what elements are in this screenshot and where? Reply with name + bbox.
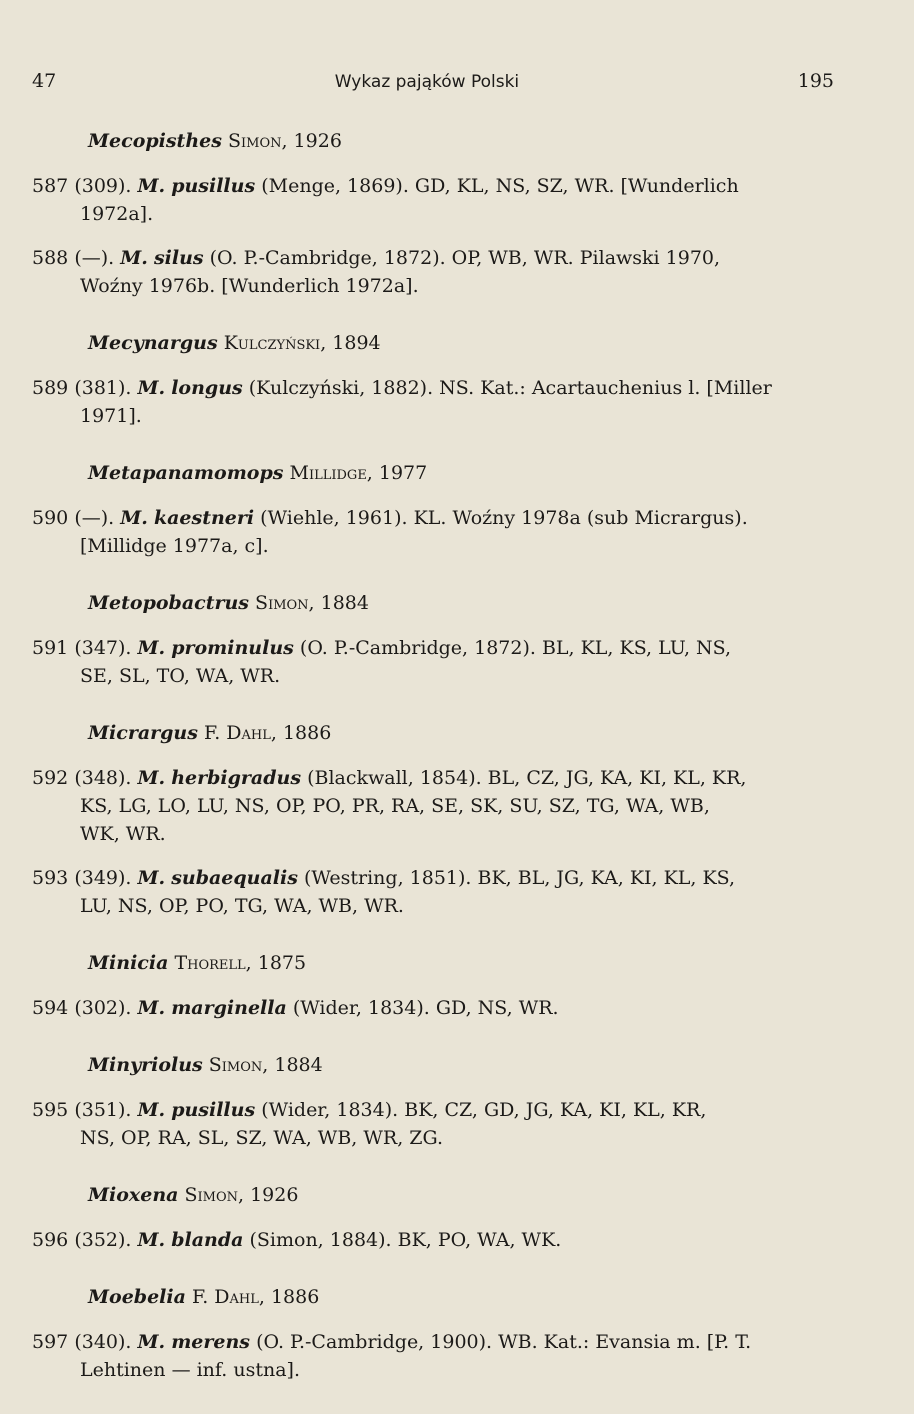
genus-abbr: M. <box>137 1099 166 1121</box>
entry-continuation: WK, WR. <box>80 823 166 845</box>
entry-ref: (309). <box>74 175 132 197</box>
entry-continuation: 1972a]. <box>80 203 154 225</box>
entry-first-line <box>32 172 842 200</box>
genus-heading <box>88 128 842 154</box>
species-list <box>32 128 842 1414</box>
entry-ref: (302). <box>74 997 132 1019</box>
entry-first-line <box>32 504 842 532</box>
genus-author: Thorell, 1875 <box>174 952 307 974</box>
species-name: silus <box>153 247 204 269</box>
right-page-number: 195 <box>797 70 834 92</box>
section-gap <box>32 1038 842 1052</box>
entry-continuation: LU, NS, OP, PO, TG, WA, WB, WR. <box>80 895 404 917</box>
genus-author: Simon, 1884 <box>208 1054 323 1076</box>
genus-abbr: M. <box>137 1331 166 1353</box>
entry-number: 592 <box>32 767 69 789</box>
entry-ref: (347). <box>74 637 132 659</box>
entry-first-line <box>32 864 842 892</box>
entry-details: (O. P.-Cambridge, 1872). BL, KL, KS, LU, NS, <box>299 637 732 659</box>
entry-ref: (349). <box>74 867 132 889</box>
species-entry <box>32 994 842 1022</box>
entry-number: 591 <box>32 637 69 659</box>
section-gap <box>32 1400 842 1414</box>
entry-details: (Simon, 1884). BK, PO, WA, WK. <box>249 1229 562 1251</box>
entry-number: 589 <box>32 377 69 399</box>
genus-author: Simon, 1926 <box>184 1184 299 1206</box>
species-name: merens <box>171 1331 251 1353</box>
species-entry <box>32 1226 842 1254</box>
genus-name: Metopobactrus <box>88 592 249 614</box>
genus-abbr: M. <box>120 507 148 529</box>
entry-ref: (—). <box>74 247 115 269</box>
section-gap <box>32 1270 842 1284</box>
entry-details: (Menge, 1869). GD, KL, NS, SZ, WR. [Wunderlich <box>261 175 739 197</box>
genus-abbr: M. <box>137 175 166 197</box>
section-gap <box>32 936 842 950</box>
species-name: marginella <box>171 997 287 1019</box>
entry-number: 595 <box>32 1099 69 1121</box>
entry-continuation: SE, SL, TO, WA, WR. <box>80 665 281 687</box>
species-entry <box>32 504 842 560</box>
species-name: prominulus <box>171 637 294 659</box>
genus-name: Moebelia <box>88 1286 186 1308</box>
section-gap <box>32 576 842 590</box>
entry-first-line <box>32 1226 842 1254</box>
species-entry <box>32 1328 842 1384</box>
entry-first-line <box>32 994 842 1022</box>
section-gap <box>32 316 842 330</box>
genus-abbr: M. <box>137 1229 166 1251</box>
page-header <box>32 70 834 92</box>
genus-name: Mioxena <box>88 1184 179 1206</box>
genus-abbr: M. <box>137 637 166 659</box>
genus-name: Metapanamomops <box>88 462 284 484</box>
species-entry <box>32 374 842 430</box>
entry-continuation: Woźny 1976b. [Wunderlich 1972a]. <box>80 275 419 297</box>
species-name: kaestneri <box>153 507 255 529</box>
entry-first-line <box>32 764 842 792</box>
entry-continuation: [Millidge 1977a, c]. <box>80 535 269 557</box>
section-gap <box>32 1168 842 1182</box>
species-entry <box>32 172 842 228</box>
entry-first-line <box>32 374 842 402</box>
genus-abbr: M. <box>137 377 166 399</box>
entry-number: 590 <box>32 507 69 529</box>
left-page-number: 47 <box>32 70 57 92</box>
entry-details: (Wiehle, 1961). KL. Woźny 1978a (sub Micrargus). <box>260 507 748 529</box>
entry-continuation: NS, OP, RA, SL, SZ, WA, WB, WR, ZG. <box>80 1127 444 1149</box>
genus-heading <box>88 590 842 616</box>
entry-number: 588 <box>32 247 69 269</box>
species-name: blanda <box>171 1229 244 1251</box>
entry-details: (O. P.-Cambridge, 1900). WB. Kat.: Evansia m. [P. T. <box>256 1331 752 1353</box>
genus-name: Minicia <box>88 952 169 974</box>
section-gap <box>32 446 842 460</box>
entry-first-line <box>32 1328 842 1356</box>
entry-number: 587 <box>32 175 69 197</box>
genus-author: F. Dahl, 1886 <box>191 1286 320 1308</box>
entry-first-line <box>32 244 842 272</box>
genus-name: Minyriolus <box>88 1054 203 1076</box>
genus-heading <box>88 330 842 356</box>
entry-continuation: 1971]. <box>80 405 142 427</box>
genus-name: Mecopisthes <box>88 130 222 152</box>
genus-author: Kulczyński, 1894 <box>223 332 381 354</box>
entry-ref: (351). <box>74 1099 132 1121</box>
species-name: pusillus <box>171 1099 256 1121</box>
entry-number: 597 <box>32 1331 69 1353</box>
entry-details: (Kulczyński, 1882). NS. Kat.: Acartauchenius l. [Miller <box>248 377 772 399</box>
species-entry <box>32 1096 842 1152</box>
entry-ref: (381). <box>74 377 132 399</box>
entry-details: (O. P.-Cambridge, 1872). OP, WB, WR. Pilawski 1970, <box>209 247 721 269</box>
entry-continuation: KS, LG, LO, LU, NS, OP, PO, PR, RA, SE, SK, SU, SZ, TG, WA, WB, <box>80 795 710 817</box>
genus-name: Micrargus <box>88 722 198 744</box>
section-gap <box>32 706 842 720</box>
entry-details: (Blackwall, 1854). BL, CZ, JG, KA, KI, KL, KR, <box>307 767 747 789</box>
genus-abbr: M. <box>120 247 148 269</box>
genus-heading <box>88 460 842 486</box>
species-name: herbigradus <box>171 767 302 789</box>
species-name: longus <box>171 377 243 399</box>
entry-ref: (352). <box>74 1229 132 1251</box>
genus-author: Simon, 1926 <box>227 130 342 152</box>
entry-details: (Wider, 1834). BK, CZ, GD, JG, KA, KI, KL, KR, <box>261 1099 707 1121</box>
genus-name: Mecynargus <box>88 332 218 354</box>
entry-number: 596 <box>32 1229 69 1251</box>
genus-abbr: M. <box>137 867 166 889</box>
species-name: subaequalis <box>171 867 298 889</box>
genus-author: F. Dahl, 1886 <box>204 722 332 744</box>
genus-author: Simon, 1884 <box>255 592 369 614</box>
genus-author: Millidge, 1977 <box>289 462 428 484</box>
entry-first-line <box>32 1096 842 1124</box>
species-entry <box>32 634 842 690</box>
genus-heading <box>88 1182 842 1208</box>
species-name: pusillus <box>171 175 256 197</box>
species-entry <box>32 244 842 300</box>
genus-abbr: M. <box>137 997 166 1019</box>
entry-number: 593 <box>32 867 69 889</box>
entry-details: (Westring, 1851). BK, BL, JG, KA, KI, KL, KS, <box>304 867 736 889</box>
entry-ref: (—). <box>74 507 115 529</box>
genus-heading <box>88 720 842 746</box>
genus-abbr: M. <box>137 767 166 789</box>
species-entry <box>32 764 842 848</box>
genus-heading <box>88 1284 842 1310</box>
running-title: Wykaz pająków Polski <box>334 72 520 92</box>
entry-details: (Wider, 1834). GD, NS, WR. <box>292 997 559 1019</box>
genus-heading <box>88 1052 842 1078</box>
entry-number: 594 <box>32 997 69 1019</box>
genus-heading <box>88 950 842 976</box>
entry-ref: (340). <box>74 1331 132 1353</box>
entry-ref: (348). <box>74 767 132 789</box>
entry-first-line <box>32 634 842 662</box>
species-entry <box>32 864 842 920</box>
entry-continuation: Lehtinen — inf. ustna]. <box>80 1359 300 1381</box>
